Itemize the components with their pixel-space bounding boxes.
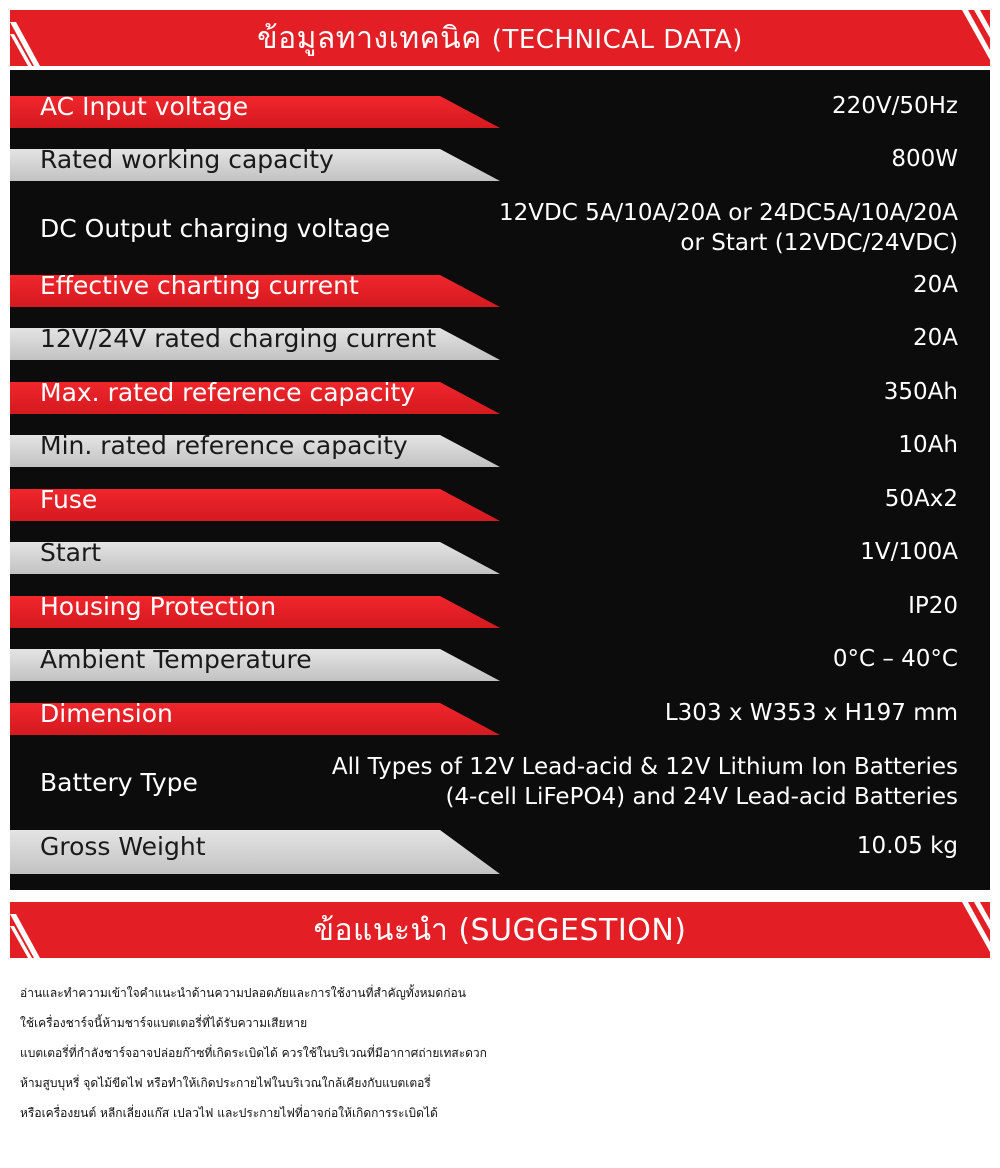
spec-value: [332, 752, 958, 812]
spec-row: [10, 530, 990, 574]
suggestion-line: แบตเตอรี่ที่กำลังชาร์จอาจปล่อยก๊าซที่เกิดระเบิดได้ ควรใช้ในบริเวณที่มีอากาศถ่ายเทสะดวก: [20, 1046, 487, 1060]
spec-row: [10, 263, 990, 307]
suggestion-header: [10, 902, 990, 958]
spec-value: L303 x W353 x H197 mm: [664, 700, 958, 726]
stripe-decoration-right: [950, 10, 990, 66]
spec-value: 10.05 kg: [856, 833, 958, 859]
spec-label: Effective charting current: [40, 270, 359, 300]
suggestion-line: อ่านและทำความเข้าใจคำแนะนำด้านความปลอดภัยและการใช้งานที่สำคัญทั้งหมดก่อน: [20, 986, 466, 1000]
spec-row: [10, 137, 990, 181]
spec-label: Fuse: [40, 484, 98, 514]
spec-label: Dimension: [40, 698, 173, 728]
suggestion-line: ใช้เครื่องชาร์จนี้ห้ามชาร์จแบตเตอรี่ที่ได้รับความเสียหาย: [20, 1016, 308, 1030]
spec-value: 20A: [912, 272, 958, 298]
spec-row: [10, 584, 990, 628]
suggestion-text: [20, 978, 990, 1128]
spec-value-line-2: or Start (12VDC/24VDC): [680, 230, 958, 256]
spec-value-line-1: All Types of 12V Lead-acid & 12V Lithium Ion Batteries: [331, 754, 958, 780]
title-thai: ข้อมูลทางเทคนิค: [257, 20, 482, 56]
spec-row: [10, 745, 990, 819]
spec-label: AC Input voltage: [40, 91, 249, 121]
spec-row: [10, 316, 990, 360]
spec-label: DC Output charging voltage: [40, 213, 391, 243]
spec-value-line-2: (4-cell LiFePO4) and 24V Lead-acid Batteries: [445, 784, 958, 810]
technical-data-header: [10, 10, 990, 66]
spec-value: 50Ax2: [884, 486, 958, 512]
spec-value: IP20: [908, 593, 958, 619]
spec-row: [10, 423, 990, 467]
spec-label: 12V/24V rated charging current: [40, 323, 437, 353]
spec-row: [10, 637, 990, 681]
suggestion-title: ข้อแนะนำ (SUGGESTION): [313, 912, 687, 948]
spec-value: 1V/100A: [860, 539, 958, 565]
suggestion-line: ห้ามสูบบุหรี่ จุดไม้ขีดไฟ หรือทำให้เกิดประกายไฟในบริเวณใกล้เคียงกับแบตเตอรี่: [20, 1076, 431, 1090]
spec-label: Housing Protection: [40, 591, 277, 621]
stripe-decoration-left: [10, 902, 50, 958]
spec-label: Max. rated reference capacity: [40, 377, 416, 407]
spec-value: 10Ah: [898, 432, 958, 458]
stripe-decoration-right: [950, 902, 990, 958]
spec-value-line-1: 12VDC 5A/10A/20A or 24DC5A/10A/20A: [498, 200, 958, 226]
spec-row: [10, 477, 990, 521]
spec-row: [10, 192, 990, 264]
spec-label: Min. rated reference capacity: [40, 430, 408, 460]
spec-label: Rated working capacity: [40, 144, 334, 174]
spec-label: Start: [40, 537, 102, 567]
spec-table: [10, 70, 990, 890]
spec-row: [10, 370, 990, 414]
spec-label: Ambient Temperature: [40, 644, 312, 674]
suggestion-line: หรือเครื่องยนต์ หลีกเลี่ยงแก๊ส เปลวไฟ และประกายไฟที่อาจก่อให้เกิดการระเบิดได้: [20, 1106, 438, 1120]
technical-data-title: [257, 15, 743, 62]
title-english: (TECHNICAL DATA): [491, 24, 743, 55]
spec-row: [10, 691, 990, 735]
spec-value: 220V/50Hz: [831, 93, 958, 119]
spec-label: Battery Type: [40, 767, 198, 797]
spec-label: Gross Weight: [40, 831, 206, 861]
spec-row: [10, 818, 990, 874]
spec-row: [10, 84, 990, 128]
stripe-decoration-left: [10, 10, 50, 66]
spec-value: 800W: [891, 146, 958, 172]
spec-value: [499, 198, 958, 258]
spec-value: 350Ah: [883, 379, 958, 405]
spec-value: 0°C – 40°C: [832, 646, 958, 672]
spec-value: 20A: [912, 325, 958, 351]
